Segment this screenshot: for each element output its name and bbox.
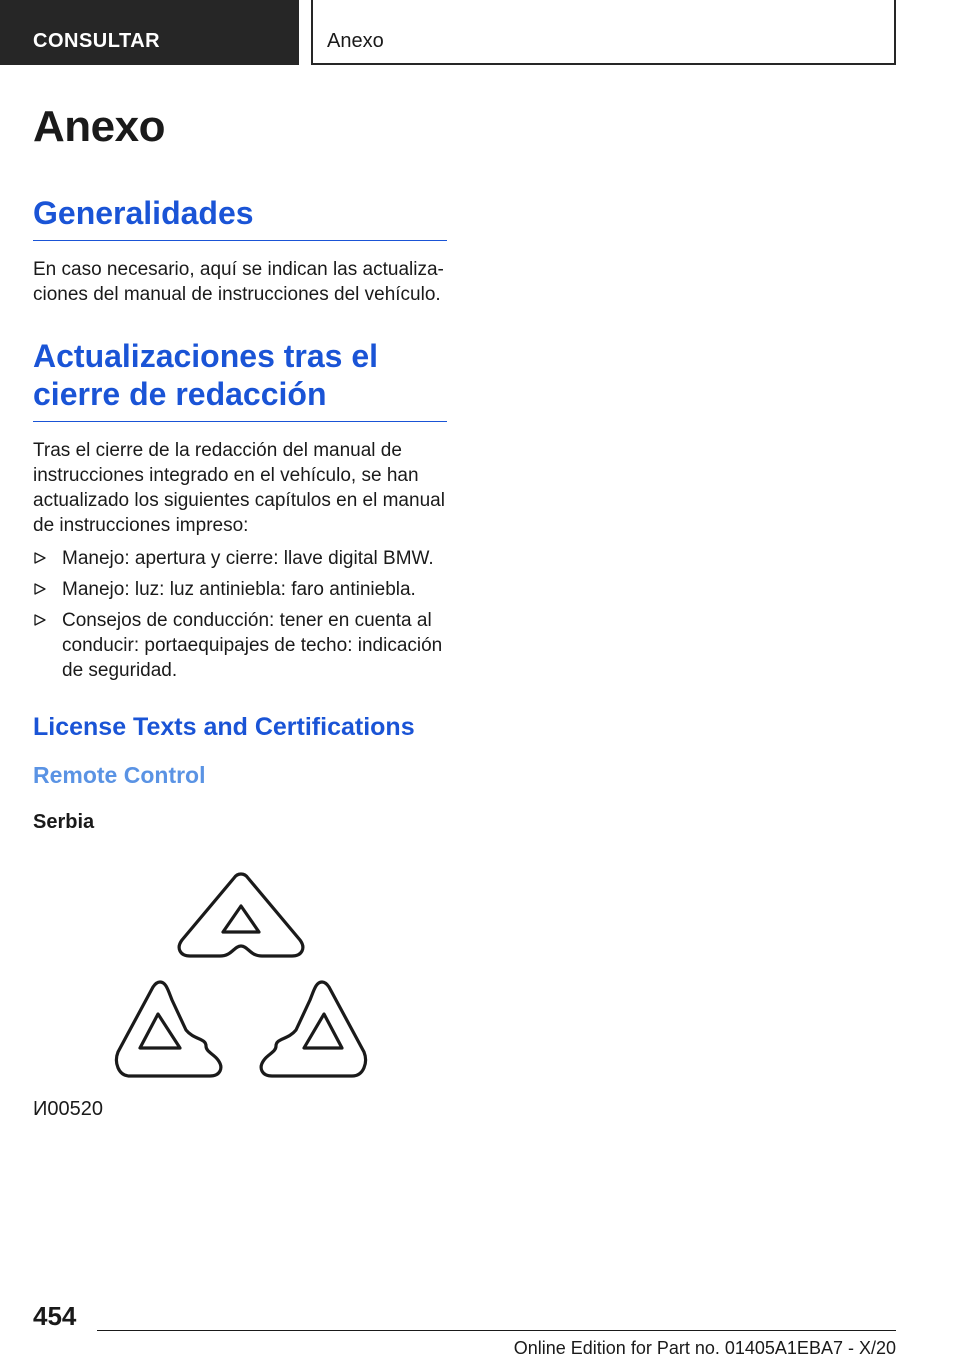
symbol-code: И00520	[33, 1098, 103, 1120]
page-title: Anexo	[33, 102, 165, 151]
page-content	[33, 98, 447, 835]
footer-divider	[97, 1330, 896, 1331]
list-item	[33, 608, 447, 683]
header-category-label: CONSULTAR	[33, 30, 161, 52]
country-label: Serbia	[33, 811, 95, 833]
footer-edition-text	[513, 1336, 896, 1360]
triangle-bullet-icon	[33, 582, 47, 596]
section-heading-generalidades: Generalidades	[33, 194, 447, 241]
license-heading: License Texts and Certifications	[33, 713, 415, 741]
updated-chapters-list	[33, 546, 447, 683]
section-body-generalidades: En caso necesario, aquí se indican las actualizaciones del manual de instrucciones del vehículo.	[33, 259, 444, 305]
triangle-bullet-icon	[33, 613, 47, 627]
header-category-tab[interactable]	[0, 0, 299, 65]
section-heading-actualizaciones	[33, 337, 447, 422]
list-item	[33, 577, 447, 602]
list-item	[33, 546, 447, 571]
remote-control-subheading: Remote Control	[33, 762, 206, 788]
footer-edition-label: Online Edition for Part no. 01405A1EBA7 - X/20	[513, 1338, 896, 1358]
section-body-actualizaciones: Tras el cierre de la redacción del manual de instrucciones integrado en el vehículo, se han actualizado los siguientes capítulos en el manual de instrucciones impreso:	[33, 440, 445, 536]
triangle-bullet-icon	[33, 551, 47, 565]
page-number: 454	[33, 1301, 77, 1331]
header-section-tab	[311, 0, 896, 65]
serbian-conformity-triangles-icon	[110, 870, 372, 1082]
list-item-text: Manejo: luz: luz antiniebla: faro antiniebla.	[62, 579, 416, 600]
list-item-text: Consejos de conducción: tener en cuenta al conducir: portaequipajes de techo: indicación de seguridad.	[62, 610, 443, 681]
header-section-label: Anexo	[327, 30, 384, 52]
heading-line-1: Actualizaciones tras el	[33, 338, 379, 374]
list-item-text: Manejo: apertura y cierre: llave digital BMW.	[62, 548, 434, 569]
heading-line-2: cierre de redacción	[33, 376, 327, 412]
